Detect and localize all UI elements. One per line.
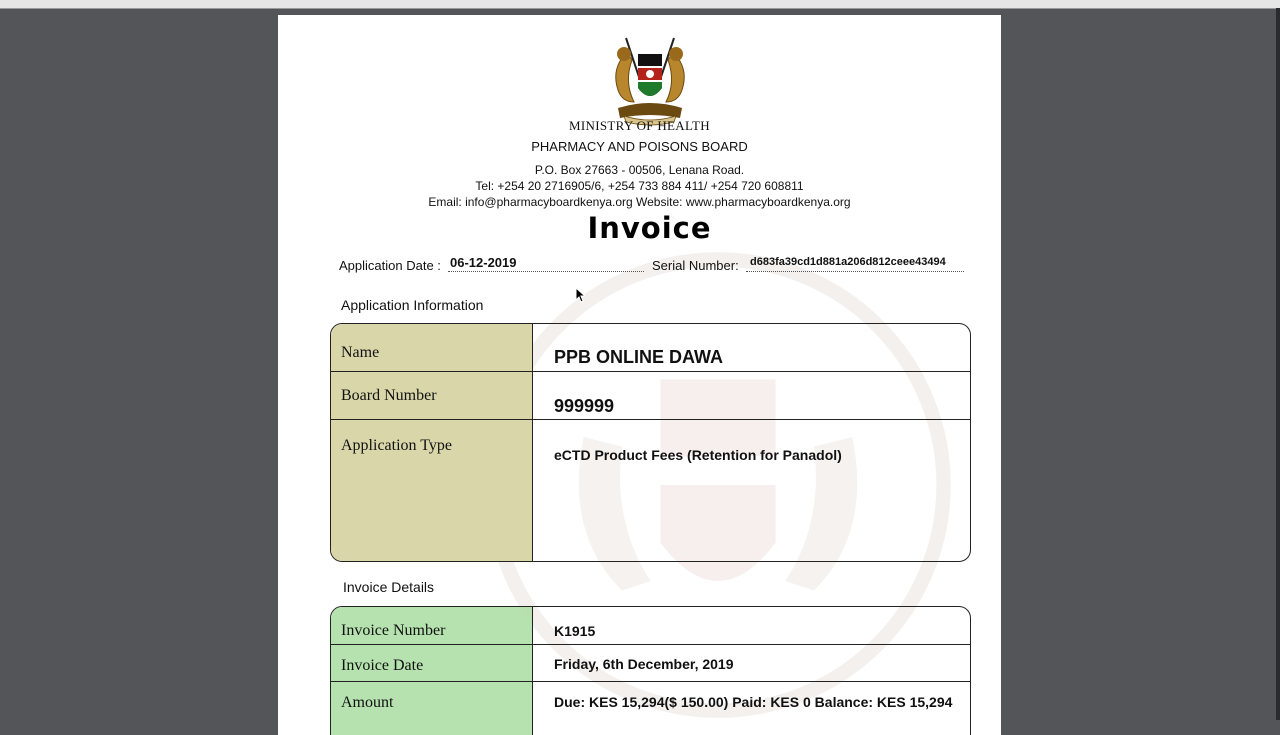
amount-value: Due: KES 15,294($ 150.00) Paid: KES 0 Balance: KES 15,294 <box>554 694 953 710</box>
name-label: Name <box>341 344 380 361</box>
table-row <box>331 371 970 420</box>
name-value: PPB ONLINE DAWA <box>554 347 724 367</box>
application-information-heading: Application Information <box>341 297 484 313</box>
board-number-value: 999999 <box>554 396 615 416</box>
ministry-name: MINISTRY OF HEALTH <box>569 118 710 133</box>
table-row <box>331 681 970 735</box>
amount-label: Amount <box>341 694 394 711</box>
invoice-date-label: Invoice Date <box>341 657 424 674</box>
document-title: Invoice <box>587 211 712 245</box>
invoice-number-value: K1915 <box>554 623 596 639</box>
invoice-details-table <box>330 606 971 735</box>
table-row <box>331 644 970 682</box>
row-label-cell <box>331 324 533 371</box>
application-date-underline <box>448 271 644 272</box>
serial-number-underline <box>746 271 964 272</box>
row-label-cell <box>331 607 533 644</box>
serial-number-label: Serial Number: <box>652 258 739 273</box>
coat-of-arms-icon <box>604 32 696 130</box>
viewer-scrollbar[interactable] <box>1276 8 1280 720</box>
application-information-table <box>330 323 971 562</box>
row-label-cell <box>331 682 533 735</box>
row-label-cell <box>331 645 533 682</box>
mouse-pointer-icon <box>575 287 585 303</box>
telephone-line: Tel: +254 20 2716905/6, +254 733 884 411/ +254 720 608811 <box>475 179 804 193</box>
viewer-toolbar <box>0 0 1280 9</box>
invoice-page <box>278 15 1001 735</box>
application-type-value: eCTD Product Fees (Retention for Panadol) <box>554 447 842 463</box>
invoice-date-value: Friday, 6th December, 2019 <box>554 656 734 672</box>
row-label-cell <box>331 420 533 562</box>
table-row <box>331 419 970 562</box>
address-line: P.O. Box 27663 - 00506, Lenana Road. <box>534 163 745 177</box>
table-row <box>331 324 970 371</box>
application-type-label: Application Type <box>341 437 453 454</box>
invoice-number-label: Invoice Number <box>341 622 446 639</box>
row-label-cell <box>331 372 533 420</box>
application-date-value: 06-12-2019 <box>450 255 517 270</box>
email-website-line: Email: info@pharmacyboardkenya.org Website: www.pharmacyboardkenya.org <box>428 195 851 209</box>
application-date-label: Application Date : <box>339 258 441 273</box>
serial-number-value: d683fa39cd1d881a206d812ceee43494 <box>750 256 946 268</box>
table-row <box>331 607 970 644</box>
board-name: PHARMACY AND POISONS BOARD <box>531 139 748 154</box>
board-number-label: Board Number <box>341 387 437 404</box>
invoice-details-heading: Invoice Details <box>343 579 435 595</box>
